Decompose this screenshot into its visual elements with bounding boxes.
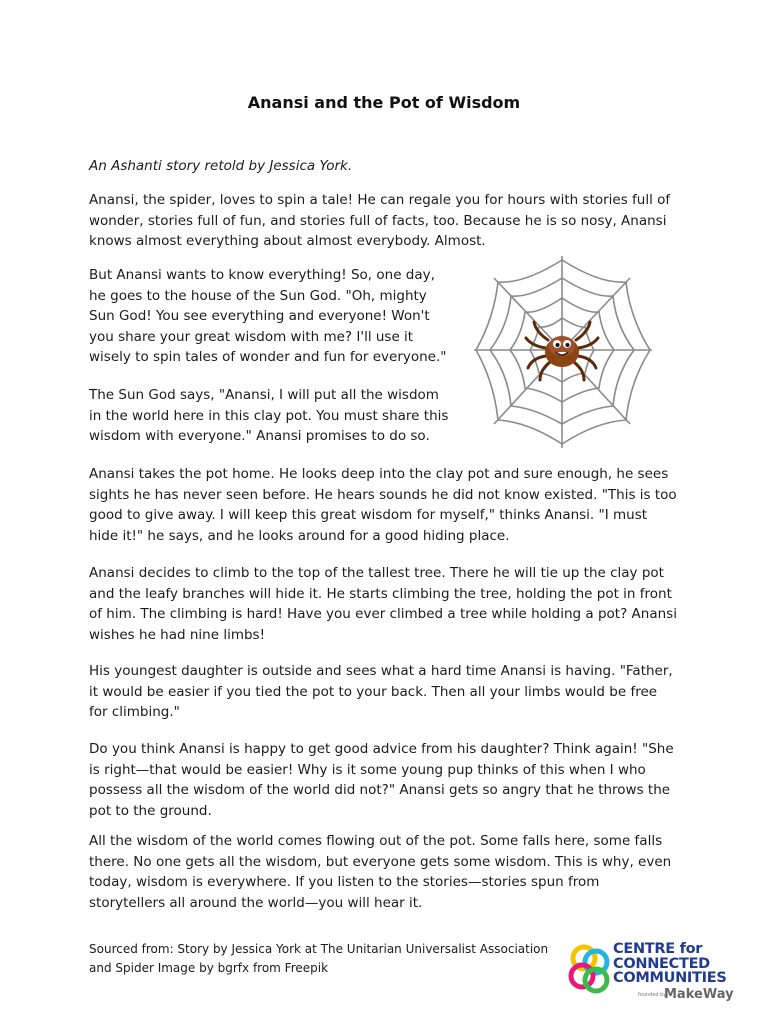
source-credits <box>89 940 559 978</box>
source-credit-line-2: and Spider Image by bgrfx from Freepik <box>89 961 329 975</box>
centre-for-connected-communities-logo <box>568 942 738 1012</box>
paragraph-2: But Anansi wants to know everything! So, one day, he goes to the house of the Sun God. "Oh, mighty Sun God! You see everything and everyone! Won't you share your great wisdom with me? I'll use it wisely to spin tales of wonder and fun for everyone." <box>89 267 447 365</box>
logo-line-2: CONNECTED <box>613 955 710 972</box>
logo-line-1: CENTRE for <box>613 941 703 957</box>
paragraph-6: His youngest daughter is outside and sees what a hard time Anansi is having. "Father, it would be easier if you tied the pot to your back. Then all your limbs would be free for climbing." <box>89 663 673 720</box>
source-credit-line-1: Sourced from: Story by Jessica York at The Unitarian Universalist Association <box>89 942 549 956</box>
byline: An Ashanti story retold by Jessica York. <box>89 158 353 174</box>
makeway-logo: MakeWay <box>664 987 734 1002</box>
paragraph-1: Anansi, the spider, loves to spin a tale! He can regale you for hours with stories full of wonder, stories full of fun, and stories full of facts, too. Because he is so nosy, Anansi knows almost everything about almost everybody. Almost. <box>89 192 671 249</box>
logo-line-3: COMMUNITIES <box>613 970 727 986</box>
paragraph-5: Anansi decides to climb to the top of the tallest tree. There he will tie up the clay pot and the leafy branches will hide it. He starts climbing the tree, holding the pot in front of him. The climbing is hard! Have you ever climbed a tree while holding a pot? Anansi wishes he had nine limbs! <box>89 565 677 643</box>
paragraph-3: The Sun God says, "Anansi, I will put all the wisdom in the world here in this clay pot. You must share this wisdom with everyone." Anansi promises to do so. <box>89 387 449 444</box>
spider-web-icon <box>470 248 655 453</box>
logo-rings-icon <box>568 944 614 996</box>
logo-wordmark <box>613 942 726 986</box>
spider-web-illustration <box>470 248 655 453</box>
paragraph-7: Do you think Anansi is happy to get good advice from his daughter? Think again! "She is right—that would be easier! Why is it some young pup thinks of this when I who possess all the wisdom of the world did not?" Anansi gets so angry that he throws the pot to the ground. <box>89 741 674 819</box>
paragraph-8: All the wisdom of the world comes flowing out of the pot. Some falls here, some falls there. No one gets all the wisdom, but everyone gets some wisdom. This is why, even today, wisdom is everywhere. If you listen to the stories—stories spun from storytellers all around the world—you will hear it. <box>89 833 672 911</box>
paragraph-4: Anansi takes the pot home. He looks deep into the clay pot and sure enough, he sees sights he has never seen before. He hears sounds he did not know existed. "This is too good to give away. I will keep this great wisdom for myself," thinks Anansi. "I must hide it!" he says, and he looks around for a good hiding place. <box>89 466 677 544</box>
page-title: Anansi and the Pot of Wisdom <box>247 93 521 112</box>
logo-founded-by: founded by <box>638 992 667 998</box>
